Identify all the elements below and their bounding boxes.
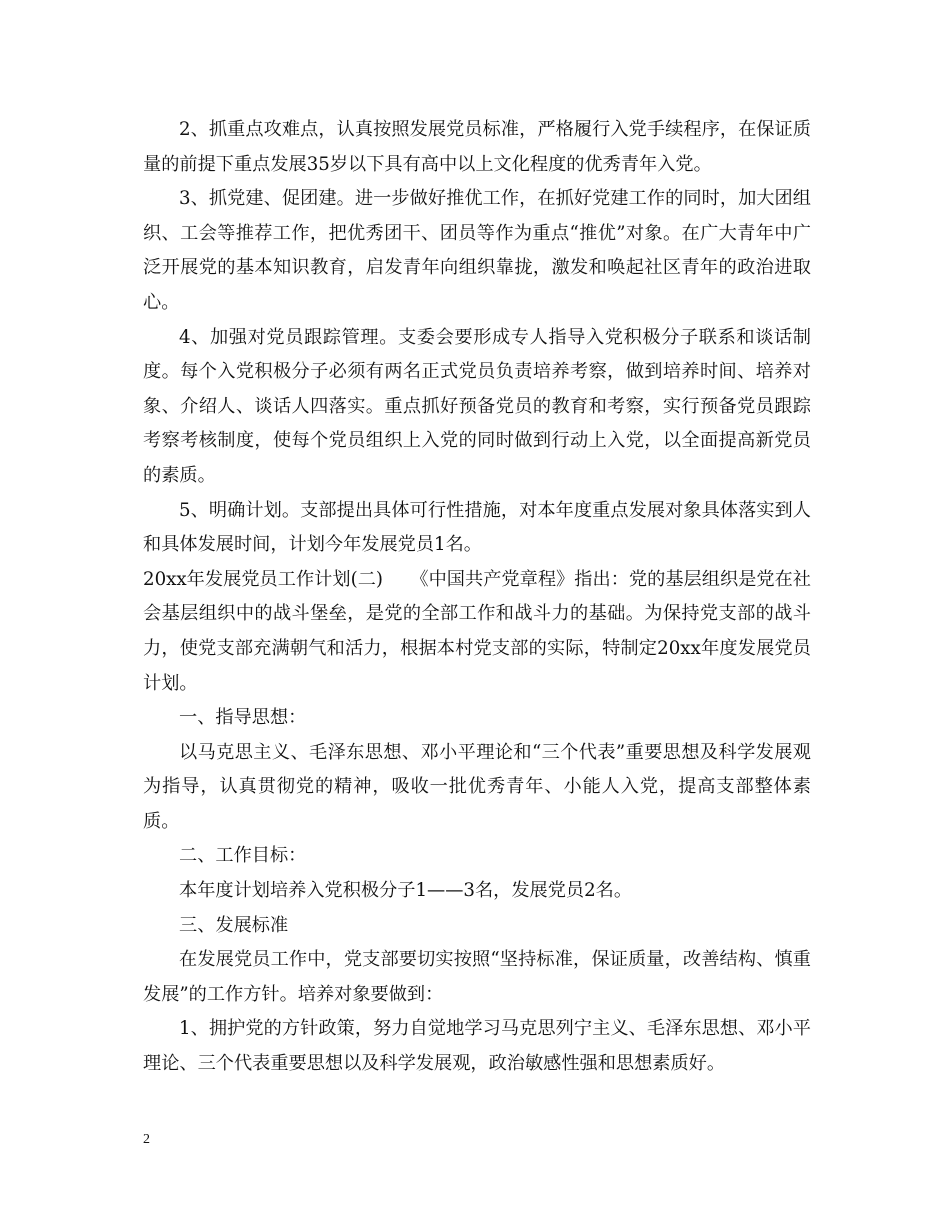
paragraph: 以马克思主义、毛泽东思想、邓小平理论和“三个代表”重要思想及科学发展观为指导，认真贯彻党的精神，吸收一批优秀青年、小能人入党，提高支部整体素质。 [143, 741, 811, 832]
paragraph: 20xx年发展党员工作计划(二) 《中国共产党章程》指出：党的基层组织是党在社会基层组织中的战斗堡垒，是党的全部工作和战斗力的基础。为保持党支部的战斗力，使党支部充满朝气和活力，根据本村党支部的实际，特制定20xx年度发展党员计划。 [143, 568, 811, 694]
paragraph: 2、抓重点攻难点，认真按照发展党员标准，严格履行入党手续程序，在保证质量的前提下重点发展35岁以下具有高中以上文化程度的优秀青年入党。 [143, 119, 811, 175]
page-number: 2 [143, 1132, 150, 1147]
paragraph: 1、拥护党的方针政策，努力自觉地学习马克思列宁主义、毛泽东思想、邓小平理论、三个代表重要思想以及科学发展观，政治敏感性强和思想素质好。 [143, 1018, 811, 1075]
paragraph: 在发展党员工作中，党支部要切实按照“坚持标准，保证质量，改善结构、慎重发展”的工作方针。培养对象要做到： [143, 949, 811, 1005]
paragraph: 二、工作目标： [179, 845, 307, 867]
paragraph: 4、加强对党员跟踪管理。支委会要形成专人指导入党积极分子联系和谈话制度。每个入党积极分子必须有两名正式党员负责培养考察，做到培养时间、培养对象、介绍人、谈话人四落实。重点抓好预备党员的教育和考察，实行预备党员跟踪考察考核制度，使每个党员组织上入党的同时做到行动上入党，以全面提高新党员的素质。 [143, 326, 811, 486]
document-body [143, 113, 811, 1082]
paragraph: 一、指导思想： [179, 707, 307, 729]
paragraph: 3、抓党建、促团建。进一步做好推优工作，在抓好党建工作的同时，加大团组织、工会等推荐工作，把优秀团干、团员等作为重点“推优”对象。在广大青年中广泛开展党的基本知识教育，启发青年向组织靠拢，激发和唤起社区青年的政治进取心。 [143, 188, 811, 313]
paragraph: 三、发展标准 [179, 914, 289, 936]
paragraph: 本年度计划培养入党积极分子1——3名，发展党员2名。 [179, 880, 633, 902]
paragraph: 5、明确计划。支部提出具体可行性措施，对本年度重点发展对象具体落实到人和具体发展时间，计划今年发展党员1名。 [143, 499, 811, 556]
